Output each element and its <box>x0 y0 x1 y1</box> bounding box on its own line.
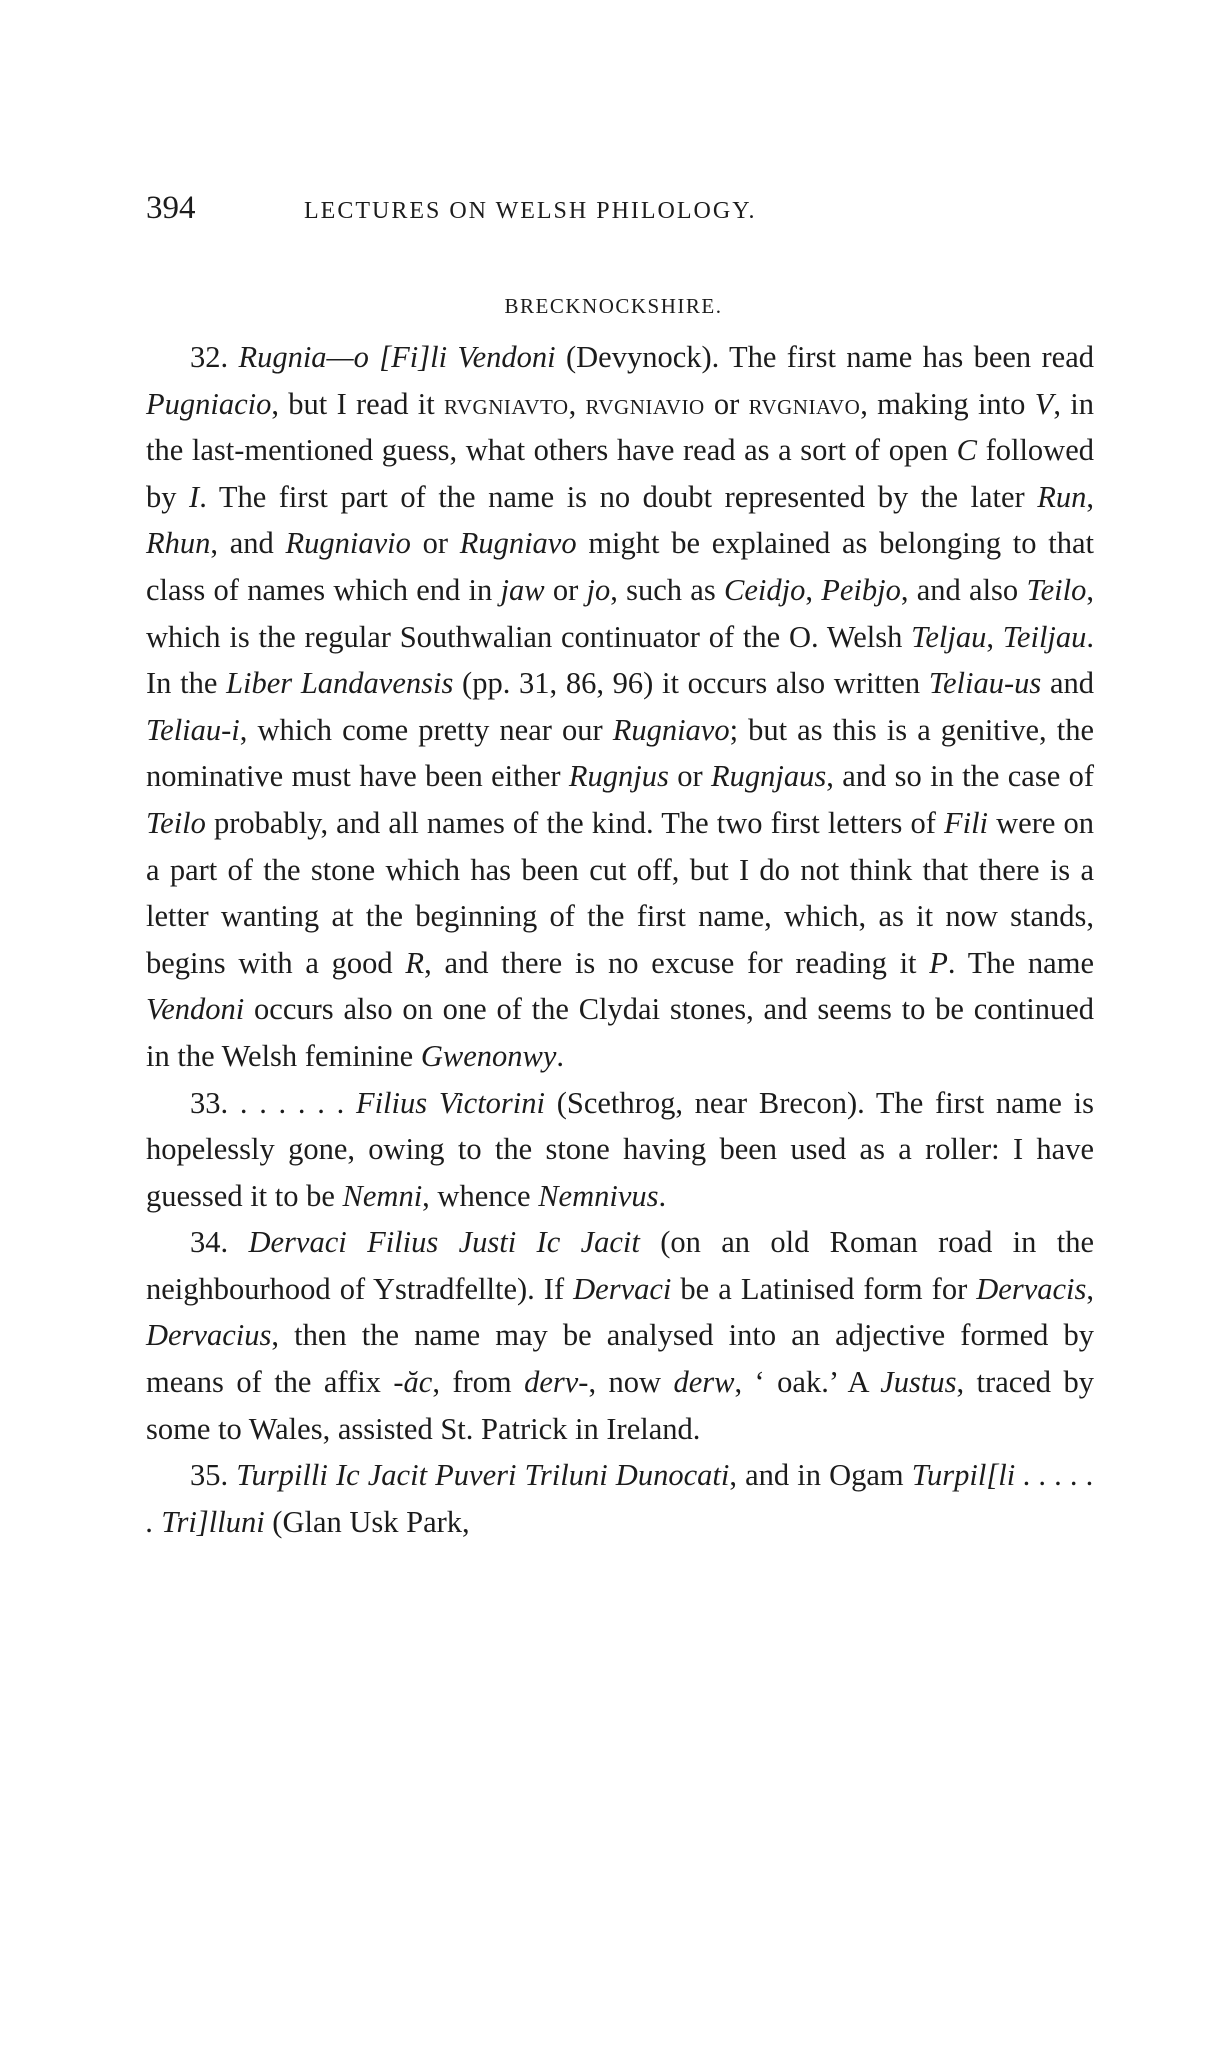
text-run: or <box>704 386 749 421</box>
text-run: or <box>668 759 711 794</box>
text-run: , ‘ oak.’ A <box>734 1365 881 1400</box>
text-run <box>228 1225 248 1259</box>
text-run: , <box>568 386 586 421</box>
text-run: (Glan Usk Park, <box>264 1504 470 1539</box>
page-header <box>146 190 1094 240</box>
italic-text: derw <box>673 1365 735 1400</box>
section-heading: BRECKNOCKSHIRE. <box>504 294 723 318</box>
text-run: . . . . . . <box>228 1085 356 1120</box>
italic-text: Peibjo <box>821 572 901 607</box>
text-run: . <box>658 1178 667 1213</box>
italic-text: Dervaci Filius Justi Ic Jacit <box>248 1225 640 1260</box>
italic-text: Rugniavo <box>612 712 730 747</box>
italic-text: Dervacis <box>976 1271 1087 1306</box>
text-run: , and there is no excuse for reading it <box>424 945 930 980</box>
entry-number: 33. <box>190 1085 229 1120</box>
italic-text: Dervaci <box>573 1271 672 1306</box>
text-run: , then the name may be analysed into an adjective formed by means of the affix <box>146 1318 1094 1400</box>
text-run: (on an old Roman road in the neighbourhood of Ystradfellte). If <box>146 1225 1095 1306</box>
entry-33 <box>146 1080 1094 1220</box>
entry-number: 32. <box>190 340 229 374</box>
entry-34 <box>146 1219 1094 1452</box>
text-run: , and in Ogam <box>729 1458 912 1493</box>
text-run: (pp. 31, 86, 96) it occurs also written <box>453 666 929 701</box>
entry-number: 34. <box>190 1225 229 1260</box>
italic-text: Teljau <box>911 619 987 654</box>
italic-text: Teiljau <box>1002 619 1087 654</box>
text-run: and <box>1041 666 1095 701</box>
italic-text: Turpil[li . . . . . . Tri]lluni <box>146 1458 1094 1539</box>
running-title: LECTURES ON WELSH PHILOLOGY. <box>304 198 757 224</box>
text-run: , now <box>588 1365 674 1400</box>
entry-35 <box>146 1452 1094 1545</box>
text-run: were on a part of the stone which has been cut off, but I do not think that there is a letter wanting at the beginning of the first name, which, as it now stands, begins with a good <box>146 805 1094 980</box>
italic-text: Ceidjo <box>723 572 806 607</box>
text-run: , <box>1086 479 1095 514</box>
text-run: , and so in the case of <box>826 759 1095 794</box>
text-run <box>228 340 238 374</box>
text-run: . In the <box>146 619 1095 701</box>
text-run: , and also <box>900 572 1027 607</box>
text-run: , traced by some to Wales, assisted St. Patrick in Ireland. <box>146 1365 1094 1446</box>
italic-text: Vendoni <box>146 992 245 1027</box>
italic-text: I <box>189 479 200 514</box>
text-run: probably, and all names of the kind. The two first letters of <box>205 805 944 840</box>
italic-text: jo <box>586 572 611 607</box>
italic-text: Teliau-us <box>928 666 1042 701</box>
text-run: be a Latinised form for <box>671 1271 977 1306</box>
italic-text: Nemnivus <box>538 1178 659 1213</box>
italic-text: Pugniacio <box>146 386 272 421</box>
italic-text: Filius Victorini <box>355 1085 546 1120</box>
text-run: or <box>410 526 460 561</box>
small-caps-text: rvgniavio <box>585 386 705 421</box>
italic-text: Teilo <box>1026 572 1087 607</box>
text-run: , which come pretty near our <box>239 712 613 747</box>
text-run: , whence <box>422 1178 539 1213</box>
italic-text: Justus <box>880 1365 957 1400</box>
italic-text: Liber Landavensis <box>226 666 454 701</box>
italic-text: Teilo <box>146 805 206 840</box>
text-run: followed by <box>146 433 1094 514</box>
text-run: . The first part of the name is no doubt represented by the later <box>199 479 1038 514</box>
small-caps-text: rvgniavto <box>444 386 569 421</box>
text-run: , in the last-mentioned guess, what others have read as a sort of open <box>146 386 1094 468</box>
text-run: , which is the regular Southwalian continuator of the O. Welsh <box>146 572 1094 654</box>
text-run: , <box>1086 1271 1095 1306</box>
text-run: (Devynock). The first name has been read <box>555 340 1094 374</box>
text-run: , <box>805 572 822 607</box>
text-run: , from <box>432 1365 525 1400</box>
italic-text: jaw <box>500 572 545 607</box>
italic-text: Dervacius <box>146 1318 272 1353</box>
text-run: , and <box>210 526 286 561</box>
italic-text: Fili <box>943 805 989 840</box>
italic-text: Gwenonwy <box>420 1038 557 1073</box>
text-run: , but I read it <box>271 386 445 421</box>
italic-text: Rugnjaus <box>711 759 827 794</box>
text-run: or <box>544 572 587 607</box>
italic-text: -ăc <box>393 1365 433 1400</box>
text-run: , making into <box>860 386 1035 421</box>
text-run: occurs also on one of the Clydai stones, and seems to be continued in the Welsh feminine <box>146 992 1094 1073</box>
italic-text: Rugniavo <box>459 526 577 561</box>
text-run: , <box>986 619 1003 654</box>
italic-text: Run <box>1037 479 1087 514</box>
text-run: ; but as this is a genitive, the nominative must have been either <box>146 712 1094 794</box>
italic-text: Teliau-i <box>146 712 240 747</box>
italic-text: Rugnjus <box>568 759 669 794</box>
italic-text: Turpilli Ic Jacit Puveri Triluni Dunocati <box>236 1458 730 1493</box>
small-caps-text: rvgniavo <box>748 386 861 421</box>
italic-text: C <box>956 433 977 468</box>
text-run: . <box>556 1038 564 1073</box>
entry-number: 35. <box>190 1458 229 1493</box>
italic-text: Rugniavio <box>285 526 411 561</box>
italic-text: P <box>929 945 948 980</box>
text-run: might be explained as belonging to that class of names which end in <box>146 526 1094 607</box>
body-text <box>146 334 1094 1545</box>
text-run: , such as <box>610 572 724 607</box>
italic-text: Rugnia—o [Fi]li Vendoni <box>238 340 556 374</box>
italic-text: V <box>1034 386 1054 421</box>
italic-text: R <box>405 945 425 980</box>
text-run: . The name <box>947 945 1094 980</box>
italic-text: derv- <box>524 1365 589 1400</box>
text-run: (Scethrog, near Brecon). The first name is hopelessly gone, owing to the stone having been used as a roller: I have guessed it to be <box>146 1085 1095 1213</box>
italic-text: Nemni <box>342 1178 423 1213</box>
entry-32 <box>146 334 1094 1080</box>
page-number: 394 <box>146 190 196 226</box>
italic-text: Rhun <box>146 526 211 561</box>
